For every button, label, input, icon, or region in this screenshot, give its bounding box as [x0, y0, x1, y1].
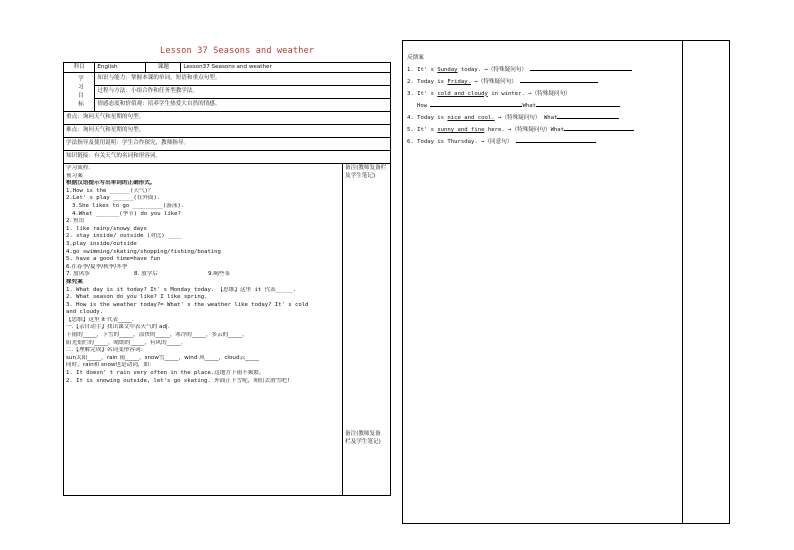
subject-label: 科目: [64, 63, 95, 73]
subject-value: English: [95, 63, 146, 73]
phrase-item: 6.在春季/夏季/秋季/冬季: [66, 263, 128, 270]
phrase-item: 9.喝些茶: [208, 271, 231, 278]
page-title: Lesson 37 Seasons and weather: [160, 46, 315, 56]
objective-item: 情感态度和价值观：培养学生热爱大自然的情感。: [95, 99, 391, 112]
phrase-item: 1. like rainy/snowy days: [66, 225, 147, 232]
question-item: and cloudy.: [66, 309, 104, 316]
key-point: 重点：询问天气和星期的句型。: [64, 112, 391, 125]
knowledge-link: 知识链接：有关天气的名词和形容词。: [64, 151, 391, 164]
answer-blank[interactable]: [516, 136, 596, 143]
feedback-item-how-line: How What: [407, 100, 679, 112]
answer-blank[interactable]: [430, 100, 522, 107]
feedback-panel: [402, 40, 730, 524]
notes-label: 备注(教师复备栏及学生笔记): [345, 431, 381, 445]
topic-value: Lesson37 Seasons and weather: [181, 63, 391, 73]
answer-blank[interactable]: [557, 112, 619, 119]
feedback-title: 反馈案: [407, 55, 424, 61]
phrase-item: 7. 放风筝: [66, 271, 90, 278]
phrase-row-7-9: [66, 271, 340, 279]
feedback-item: 6. Today is Thursday. →（同意句）: [407, 136, 679, 148]
feedback-item: 3. It' s cold and cloudy in winter. →（特殊疑问句）: [407, 90, 571, 97]
answer-blank[interactable]: [536, 100, 620, 107]
notes-label: 备注(教师复备栏及学生笔记): [345, 165, 387, 179]
exercise1-title: 根据汉语提示写出单词的正确形式。: [66, 180, 156, 187]
lesson-plan-table: [63, 62, 391, 496]
objective-item: 知识与能力：掌握本课的单词，短语和重点句型。: [95, 73, 391, 86]
explore-heading: 探究案: [66, 278, 83, 285]
noun-line: sun太阳_____，rain 雨_____，snow雪_____，wind 风_____，cloud云_____: [66, 354, 260, 361]
preview-heading: 预习案: [66, 172, 83, 179]
objectives-label: 学习目标: [64, 73, 95, 112]
notes-column: [343, 164, 391, 495]
question-item: 1. What day is it today? It' s Monday today. 【思维】这里 it 代表_____.: [66, 286, 296, 293]
example-sentence: 2. It is snowing outside, let's go skating. 外面正下雪呢，咱们去滑雪吧!: [66, 377, 291, 384]
phrase-item: 4.go swimming/skating/shopping/fishing/boating: [66, 248, 221, 255]
process-section: [64, 164, 343, 495]
process-heading: 学习流程：: [66, 165, 94, 171]
question-item: 2. What season do you like? I like spring.: [66, 294, 208, 301]
column-divider: [682, 41, 683, 523]
feedback-item: 2. Today is Friday. →（特殊疑问句）: [407, 76, 679, 88]
exercise-item: 3.She likes to go _________(游泳).: [72, 202, 185, 209]
exercise-item: 4.What _______(季节) do you like?: [72, 210, 181, 217]
phrase-item: 8. 放学后: [134, 271, 158, 278]
exercise-item: 2.Let' s play ______(在外面).: [66, 195, 161, 202]
section-2-title: 二.【理解完成】名词变形容词：: [66, 347, 147, 354]
phrase-item: 2. stay inside/ outside (对比) ____: [66, 233, 182, 240]
question-item: 3. How is the weather today?= What' s the weather like today? It' s cold: [66, 301, 309, 308]
answer-blank[interactable]: [530, 64, 632, 71]
objective-item: 过程与方法：小组合作和任务型教学法。: [95, 86, 391, 99]
phrases-title: 2. 短语: [66, 218, 85, 225]
adjective-line: 阳光灿烂的_____，晴朗的_____，有风的_____。: [66, 339, 187, 346]
section-1-title: 一.【亲自动手】找出课文中表天气的 adj.: [66, 324, 170, 331]
feedback-item: 1. It' s Sunday today. →（特殊疑问句）: [407, 64, 679, 76]
phrase-item: 5. have a good time=have fun: [66, 256, 161, 263]
method-guide: 学法指导及使用说明：学生合作探究，教师指导。: [64, 138, 391, 151]
phrase-item: 3.play inside/outside: [66, 240, 137, 247]
answer-blank[interactable]: [520, 76, 598, 83]
think-note: 【思维】这里 it 代表_____.: [66, 316, 134, 323]
feedback-item: 4. Today is nice and cool. →（特殊疑问句） What: [407, 112, 679, 124]
difficult-point: 难点：询问天气和星期的句型。: [64, 125, 391, 138]
adjective-line: 下雨的_____，下雪的_____，凉快的_____，寒冷的_____，多云的_____，: [66, 332, 248, 339]
verb-line: 同时，rain和 snow也是动词，如：: [66, 362, 155, 369]
topic-label: 课题: [146, 63, 181, 73]
answer-blank[interactable]: [564, 124, 634, 131]
example-sentence: 1. It doesn' t rain very often in the place.这地方下雨不频繁。: [66, 370, 265, 377]
exercise-item: 1.How is the ______(天气)？: [66, 187, 154, 194]
feedback-item: 5. It' s sunny and fine here. →（特殊疑问句）What: [407, 124, 679, 136]
